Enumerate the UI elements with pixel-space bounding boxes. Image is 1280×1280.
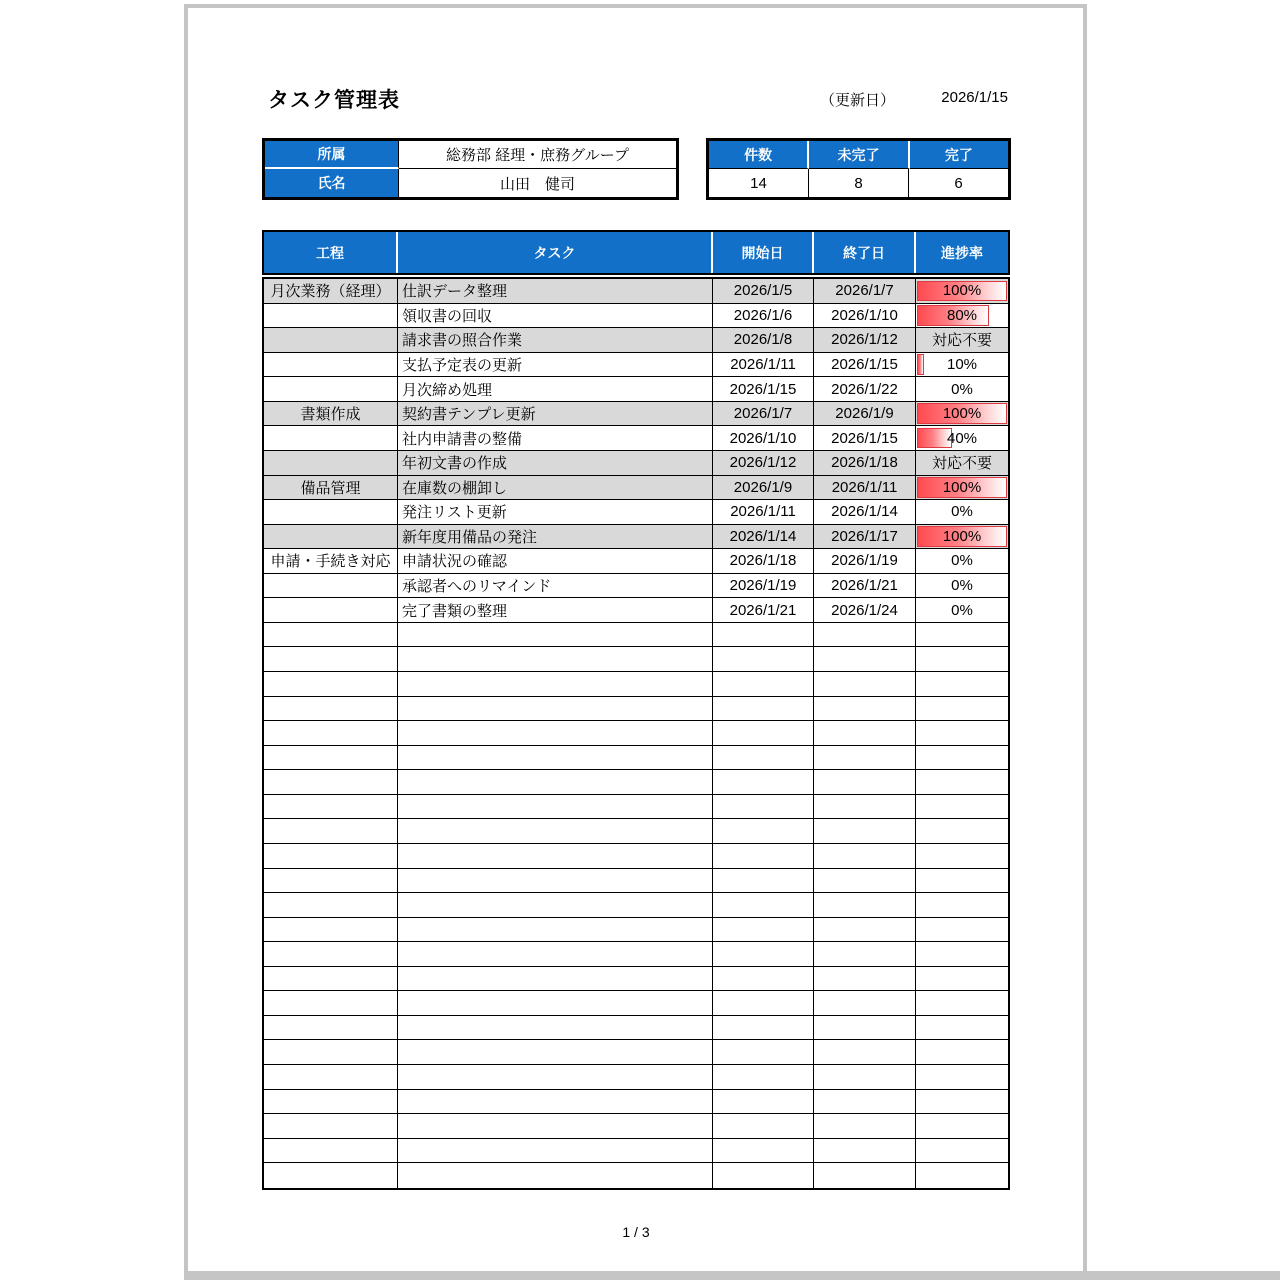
start-date-cell: 2026/1/11 (713, 353, 814, 377)
empty-start-cell (713, 869, 814, 893)
empty-end-cell (814, 1065, 916, 1089)
updated-date-row (820, 89, 1008, 110)
empty-task-cell (398, 770, 713, 794)
empty-task-cell (398, 647, 713, 671)
empty-progress-cell (916, 869, 1008, 893)
task-row (264, 574, 1008, 599)
empty-row (264, 1163, 1008, 1188)
empty-task-cell (398, 819, 713, 843)
progress-label: 100% (942, 527, 982, 545)
member-row-department (265, 141, 676, 169)
progress-cell (916, 500, 1008, 524)
end-date-cell: 2026/1/15 (814, 353, 916, 377)
task-cell: 支払予定表の更新 (398, 353, 713, 377)
empty-task-cell (398, 746, 713, 770)
progress-cell (916, 402, 1008, 426)
member-info-table (262, 138, 679, 200)
process-cell (264, 451, 398, 475)
progress-label: 対応不要 (931, 332, 992, 350)
task-row (264, 598, 1008, 623)
task-cell: 仕訳データ整理 (398, 279, 713, 303)
empty-process-cell (264, 721, 398, 745)
start-date-cell: 2026/1/21 (713, 598, 814, 622)
header-start: 開始日 (713, 232, 814, 273)
empty-progress-cell (916, 795, 1008, 819)
end-date-cell: 2026/1/9 (814, 402, 916, 426)
empty-start-cell (713, 1016, 814, 1040)
empty-start-cell (713, 623, 814, 647)
empty-start-cell (713, 918, 814, 942)
progress-label: 100% (942, 478, 982, 496)
name-value: 山田 健司 (499, 175, 575, 193)
end-date-cell: 2026/1/19 (814, 549, 916, 573)
empty-start-cell (713, 647, 814, 671)
page-number: 1 / 3 (622, 1224, 650, 1240)
empty-task-cell (398, 942, 713, 966)
empty-row (264, 746, 1008, 771)
empty-task-cell (398, 918, 713, 942)
empty-task-cell (398, 697, 713, 721)
empty-task-cell (398, 1040, 713, 1064)
empty-progress-cell (916, 721, 1008, 745)
empty-end-cell (814, 942, 916, 966)
progress-label: 0% (951, 380, 973, 398)
empty-progress-cell (916, 1040, 1008, 1064)
progress-cell (916, 476, 1008, 500)
empty-progress-cell (916, 647, 1008, 671)
progress-label: 80% (946, 306, 978, 324)
empty-row (264, 1016, 1008, 1041)
task-row (264, 328, 1008, 353)
empty-process-cell (264, 623, 398, 647)
empty-start-cell (713, 746, 814, 770)
empty-process-cell (264, 967, 398, 991)
header-task: タスク (398, 232, 713, 273)
task-cell: 発注リスト更新 (398, 500, 713, 524)
task-row (264, 525, 1008, 550)
end-date-cell: 2026/1/11 (814, 476, 916, 500)
empty-progress-cell (916, 672, 1008, 696)
empty-end-cell (814, 967, 916, 991)
empty-task-cell (398, 623, 713, 647)
empty-row (264, 1065, 1008, 1090)
summary-header-done: 完了 (910, 141, 1008, 169)
empty-start-cell (713, 1114, 814, 1138)
header-progress: 進捗率 (941, 244, 983, 261)
process-cell (264, 328, 398, 352)
progress-label: 100% (942, 282, 982, 300)
task-cell: 社内申請書の整備 (398, 426, 713, 450)
task-cell: 承認者へのリマインド (398, 574, 713, 598)
task-cell: 領収書の回収 (398, 304, 713, 328)
empty-task-cell (398, 844, 713, 868)
end-date-cell: 2026/1/17 (814, 525, 916, 549)
empty-start-cell (713, 1163, 814, 1188)
summary-value-open: 8 (809, 169, 909, 197)
process-cell (264, 353, 398, 377)
progress-cell (916, 549, 1008, 573)
progress-cell (916, 598, 1008, 622)
task-cell: 契約書テンプレ更新 (398, 402, 713, 426)
start-date-cell: 2026/1/10 (713, 426, 814, 450)
progress-cell (916, 279, 1008, 303)
empty-process-cell (264, 1016, 398, 1040)
summary-header-open: 未完了 (809, 141, 909, 169)
progress-cell (916, 328, 1008, 352)
task-cell: 月次締め処理 (398, 377, 713, 401)
empty-start-cell (713, 721, 814, 745)
empty-task-cell (398, 721, 713, 745)
process-cell (264, 500, 398, 524)
process-cell (264, 304, 398, 328)
empty-end-cell (814, 819, 916, 843)
end-date-cell: 2026/1/10 (814, 304, 916, 328)
progress-cell (916, 353, 1008, 377)
empty-end-cell (814, 746, 916, 770)
empty-row (264, 991, 1008, 1016)
progress-label: 10% (946, 355, 978, 373)
empty-row (264, 623, 1008, 648)
progress-label: 100% (942, 405, 982, 423)
task-cell: 在庫数の棚卸し (398, 476, 713, 500)
empty-end-cell (814, 770, 916, 794)
empty-process-cell (264, 1139, 398, 1163)
empty-process-cell (264, 1163, 398, 1188)
empty-end-cell (814, 1163, 916, 1188)
end-date-cell: 2026/1/15 (814, 426, 916, 450)
empty-process-cell (264, 770, 398, 794)
empty-start-cell (713, 795, 814, 819)
empty-row (264, 795, 1008, 820)
summary-header-total: 件数 (709, 141, 809, 169)
process-cell: 申請・手続き対応 (264, 549, 398, 573)
end-date-cell: 2026/1/7 (814, 279, 916, 303)
progress-cell (916, 525, 1008, 549)
empty-progress-cell (916, 918, 1008, 942)
start-date-cell: 2026/1/5 (713, 279, 814, 303)
start-date-cell: 2026/1/18 (713, 549, 814, 573)
empty-row (264, 1090, 1008, 1115)
start-date-cell: 2026/1/8 (713, 328, 814, 352)
start-date-cell: 2026/1/14 (713, 525, 814, 549)
empty-progress-cell (916, 893, 1008, 917)
task-row (264, 377, 1008, 402)
empty-task-cell (398, 991, 713, 1015)
start-date-cell: 2026/1/9 (713, 476, 814, 500)
empty-row (264, 819, 1008, 844)
empty-progress-cell (916, 770, 1008, 794)
process-cell: 備品管理 (264, 476, 398, 500)
start-date-cell: 2026/1/12 (713, 451, 814, 475)
empty-row (264, 844, 1008, 869)
task-cell: 年初文書の作成 (398, 451, 713, 475)
empty-process-cell (264, 869, 398, 893)
empty-process-cell (264, 647, 398, 671)
start-date-cell: 2026/1/19 (713, 574, 814, 598)
empty-progress-cell (916, 1065, 1008, 1089)
empty-progress-cell (916, 623, 1008, 647)
empty-start-cell (713, 697, 814, 721)
empty-process-cell (264, 746, 398, 770)
progress-label: 0% (951, 503, 973, 521)
progress-bar (917, 354, 924, 375)
empty-task-cell (398, 893, 713, 917)
end-date-cell: 2026/1/14 (814, 500, 916, 524)
empty-process-cell (264, 991, 398, 1015)
progress-label: 40% (946, 429, 978, 447)
empty-process-cell (264, 918, 398, 942)
task-row (264, 304, 1008, 329)
empty-progress-cell (916, 991, 1008, 1015)
empty-end-cell (814, 647, 916, 671)
end-date-cell: 2026/1/12 (814, 328, 916, 352)
empty-task-cell (398, 967, 713, 991)
empty-end-cell (814, 795, 916, 819)
name-label: 氏名 (265, 169, 399, 197)
empty-progress-cell (916, 697, 1008, 721)
empty-progress-cell (916, 1016, 1008, 1040)
task-row (264, 549, 1008, 574)
empty-start-cell (713, 1040, 814, 1064)
empty-start-cell (713, 991, 814, 1015)
empty-row (264, 1139, 1008, 1164)
empty-process-cell (264, 893, 398, 917)
empty-row (264, 1040, 1008, 1065)
empty-progress-cell (916, 942, 1008, 966)
summary-value-row (709, 169, 1008, 197)
task-row (264, 279, 1008, 304)
empty-progress-cell (916, 1163, 1008, 1188)
empty-end-cell (814, 918, 916, 942)
empty-task-cell (398, 795, 713, 819)
progress-label: 0% (951, 577, 973, 595)
end-date-cell: 2026/1/18 (814, 451, 916, 475)
progress-cell (916, 451, 1008, 475)
empty-end-cell (814, 1114, 916, 1138)
task-cell: 完了書類の整理 (398, 598, 713, 622)
empty-progress-cell (916, 1139, 1008, 1163)
empty-task-cell (398, 869, 713, 893)
department-label: 所属 (265, 141, 399, 169)
task-cell: 請求書の照合作業 (398, 328, 713, 352)
empty-task-cell (398, 1163, 713, 1188)
empty-row (264, 1114, 1008, 1139)
empty-end-cell (814, 1016, 916, 1040)
empty-process-cell (264, 1090, 398, 1114)
task-row (264, 451, 1008, 476)
empty-start-cell (713, 942, 814, 966)
progress-cell (916, 426, 1008, 450)
empty-end-cell (814, 893, 916, 917)
task-row (264, 353, 1008, 378)
progress-label: 0% (951, 552, 973, 570)
empty-end-cell (814, 623, 916, 647)
task-row (264, 426, 1008, 451)
empty-start-cell (713, 1065, 814, 1089)
empty-row (264, 893, 1008, 918)
header-process: 工程 (264, 232, 398, 273)
empty-start-cell (713, 967, 814, 991)
empty-progress-cell (916, 819, 1008, 843)
updated-label: （更新日） (820, 92, 896, 109)
empty-progress-cell (916, 1090, 1008, 1114)
empty-process-cell (264, 942, 398, 966)
task-table-body (262, 277, 1010, 1190)
empty-progress-cell (916, 967, 1008, 991)
task-table-header (262, 230, 1010, 275)
empty-end-cell (814, 697, 916, 721)
empty-process-cell (264, 672, 398, 696)
header-end: 終了日 (814, 232, 916, 273)
empty-row (264, 942, 1008, 967)
empty-task-cell (398, 1090, 713, 1114)
department-value: 総務部 経理・庶務グループ (399, 141, 676, 169)
empty-end-cell (814, 869, 916, 893)
empty-row (264, 647, 1008, 672)
end-date-cell: 2026/1/24 (814, 598, 916, 622)
empty-row (264, 770, 1008, 795)
empty-process-cell (264, 819, 398, 843)
progress-label: 対応不要 (931, 455, 992, 473)
start-date-cell: 2026/1/15 (713, 377, 814, 401)
empty-process-cell (264, 1040, 398, 1064)
start-date-cell: 2026/1/7 (713, 402, 814, 426)
empty-row (264, 869, 1008, 894)
empty-task-cell (398, 1016, 713, 1040)
empty-task-cell (398, 1065, 713, 1089)
progress-cell (916, 304, 1008, 328)
empty-end-cell (814, 1139, 916, 1163)
process-cell (264, 525, 398, 549)
task-cell: 申請状況の確認 (398, 549, 713, 573)
summary-header-row (709, 141, 1008, 169)
task-row (264, 476, 1008, 501)
task-cell: 新年度用備品の発注 (398, 525, 713, 549)
progress-cell (916, 377, 1008, 401)
summary-table (706, 138, 1011, 200)
process-cell (264, 377, 398, 401)
empty-start-cell (713, 1139, 814, 1163)
process-cell (264, 598, 398, 622)
empty-start-cell (713, 770, 814, 794)
process-cell (264, 574, 398, 598)
process-cell (264, 426, 398, 450)
empty-row (264, 697, 1008, 722)
empty-task-cell (398, 672, 713, 696)
summary-value-total: 14 (709, 169, 809, 197)
end-date-cell: 2026/1/21 (814, 574, 916, 598)
empty-process-cell (264, 844, 398, 868)
empty-row (264, 721, 1008, 746)
member-row-name (265, 169, 676, 197)
empty-end-cell (814, 721, 916, 745)
end-date-cell: 2026/1/22 (814, 377, 916, 401)
empty-row (264, 918, 1008, 943)
summary-value-done: 6 (954, 174, 963, 192)
page-title: タスク管理表 (268, 89, 400, 112)
empty-process-cell (264, 697, 398, 721)
process-cell: 月次業務（経理） (264, 279, 398, 303)
updated-date-value: 2026/1/15 (941, 89, 1008, 106)
empty-progress-cell (916, 844, 1008, 868)
empty-start-cell (713, 893, 814, 917)
empty-process-cell (264, 795, 398, 819)
start-date-cell: 2026/1/11 (713, 500, 814, 524)
process-cell: 書類作成 (264, 402, 398, 426)
empty-progress-cell (916, 1114, 1008, 1138)
empty-end-cell (814, 1090, 916, 1114)
empty-end-cell (814, 991, 916, 1015)
empty-task-cell (398, 1114, 713, 1138)
start-date-cell: 2026/1/6 (713, 304, 814, 328)
empty-progress-cell (916, 746, 1008, 770)
task-row (264, 500, 1008, 525)
empty-end-cell (814, 1040, 916, 1064)
empty-process-cell (264, 1065, 398, 1089)
progress-cell (916, 574, 1008, 598)
task-row (264, 402, 1008, 427)
progress-label: 0% (951, 601, 973, 619)
empty-start-cell (713, 672, 814, 696)
page-bottom-edge (184, 1271, 1280, 1280)
empty-start-cell (713, 1090, 814, 1114)
empty-start-cell (713, 844, 814, 868)
empty-row (264, 672, 1008, 697)
empty-task-cell (398, 1139, 713, 1163)
empty-end-cell (814, 672, 916, 696)
empty-end-cell (814, 844, 916, 868)
empty-process-cell (264, 1114, 398, 1138)
empty-start-cell (713, 819, 814, 843)
empty-row (264, 967, 1008, 992)
